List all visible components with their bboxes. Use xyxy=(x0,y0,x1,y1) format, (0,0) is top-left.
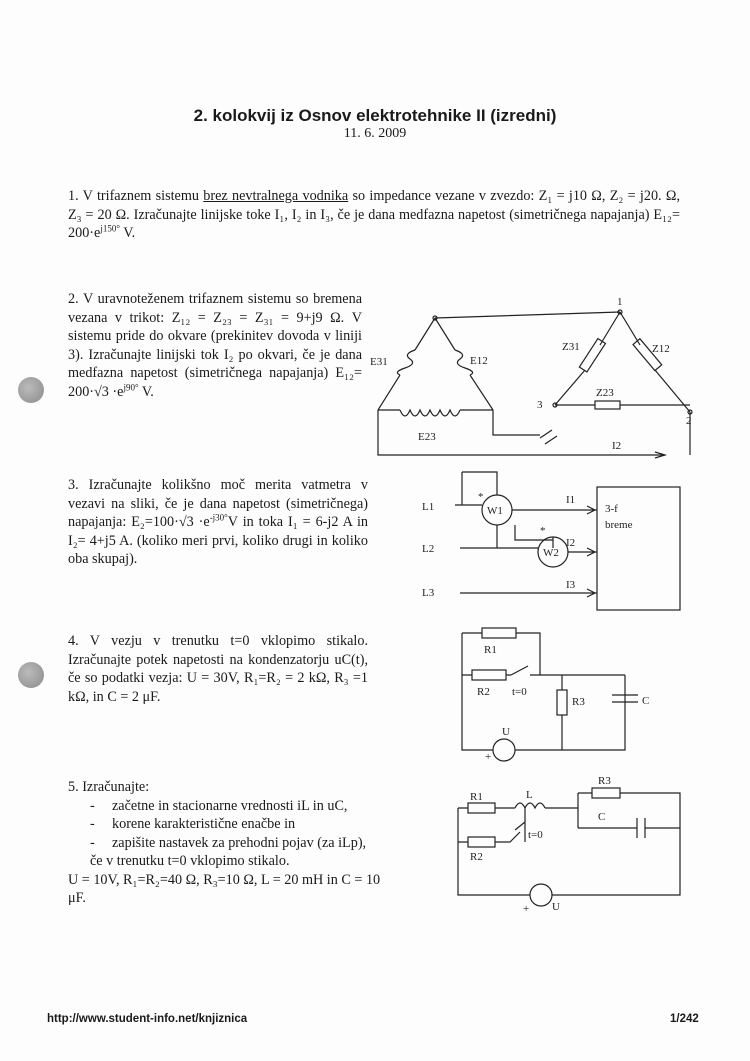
q5-data: U = 10V, R₁=R₂=40 Ω, R₃=10 Ω, L = 20 mH in C = 10 μF. xyxy=(68,871,381,906)
z23-label: Z23 xyxy=(596,387,614,399)
q4-diagram xyxy=(462,628,649,763)
q5-list xyxy=(90,797,388,853)
plus-label: + xyxy=(523,903,530,915)
date: 11. 6. 2009 xyxy=(343,126,407,141)
question-4: 4. V vezju v trenutku t=0 vklopimo stikalo. Izračunajte potek napetosti na kondenzatorju uC(t), če so podatki vezja: U = 30V, R₁=R₂ = 2 kΩ, R₃ =1 kΩ, in C = 2 μF. xyxy=(68,633,368,705)
i3-label: I3 xyxy=(566,579,576,591)
q2-text: V. xyxy=(138,383,154,400)
q1-exponent: j150° xyxy=(100,223,120,234)
switch-label: t=0 xyxy=(528,829,543,841)
l1-label: L1 xyxy=(422,501,435,513)
question-5 xyxy=(68,778,388,908)
footer-url[interactable]: http://www.student-info.net/knjiznica xyxy=(47,1013,248,1025)
q5-item: - korene karakteristične enačbe in xyxy=(112,815,388,834)
page-title: 2. kolokvij iz Osnov elektrotehnike II (izredni) xyxy=(193,106,557,125)
load-label: 3-f xyxy=(605,503,618,515)
q1-text: so impedance vezane v zvezdo: Z₁ = j10 Ω, Z₂ = j20. Ω, Z₃ = 20 Ω. Izračunajte linijske toke I₁, I₂ in I₃, če je dana medfazna napetost (simetričnega napajanja) E₁₂= 200·e xyxy=(68,188,680,241)
q5-item: - zapišite nastavek za prehodni pojav (za iLp), xyxy=(112,834,388,853)
l-label: L xyxy=(526,789,533,801)
w1-star: * xyxy=(478,491,484,503)
e23-label: E23 xyxy=(418,431,436,443)
z31-label: Z31 xyxy=(562,341,580,353)
e31-label: E31 xyxy=(370,356,388,368)
c-label: C xyxy=(598,811,606,823)
q3-text: 3. Izračunajte kolikšno moč merita vatmetra v vezavi na sliki, če je dana napetost (simetričnega) napajanja: E₂=100·√3 ·e xyxy=(68,477,368,530)
u-label: U xyxy=(552,901,560,913)
q3-diagram xyxy=(422,472,680,610)
r2-label: R2 xyxy=(470,851,483,863)
i1-label: I1 xyxy=(566,494,576,506)
q1-text: 1. V trifaznem sistemu xyxy=(68,188,204,204)
q5-tail: če v trenutku t=0 vklopimo stikalo. xyxy=(90,853,290,869)
u-label: U xyxy=(502,726,510,738)
q5-diagram xyxy=(458,775,680,915)
node-3-label: 3 xyxy=(537,399,543,411)
question-3 xyxy=(68,476,368,569)
q2-exponent: j90° xyxy=(123,381,139,392)
c-label: C xyxy=(642,695,650,707)
r1-label: R1 xyxy=(470,791,483,803)
l2-label: L2 xyxy=(422,543,435,555)
wattmeter-2-label: W2 xyxy=(543,547,559,559)
r1-label: R1 xyxy=(484,644,497,656)
q5-item: - začetne in stacionarne vrednosti iL in uC, xyxy=(112,797,388,816)
q2-diagram xyxy=(370,296,692,458)
q2-text: 2. V uravnoteženem trifaznem sistemu so bremena vezana v trikot: Z₁₂ = Z₂₃ = Z₃₁ = 9+j9 Ω. V sistemu pride do okvare (prekinitev dovoda v liniji 3). Izračunajte linijski tok I₂ po okvari, če je dana medfazna napetost (simetričnega napajanja) E₁₂= 200·√3 ·e xyxy=(68,291,362,400)
page-number: 1/242 xyxy=(670,1013,699,1025)
r3-label: R3 xyxy=(572,696,585,708)
q1-underlined: brez nevtralnega vodnika xyxy=(203,188,349,204)
plus-label: + xyxy=(485,751,492,763)
q1-text: V. xyxy=(119,225,136,241)
e12-label: E12 xyxy=(470,355,488,367)
q5-heading: 5. Izračunajte: xyxy=(68,779,150,795)
i2-label: I2 xyxy=(566,537,576,549)
q3-exponent: -j30° xyxy=(209,512,228,523)
load-label: breme xyxy=(605,519,633,531)
l3-label: L3 xyxy=(422,587,435,599)
wattmeter-1-label: W1 xyxy=(487,505,503,517)
node-2-label: 2 xyxy=(686,415,692,427)
i2-label: I2 xyxy=(612,440,622,452)
switch-label: t=0 xyxy=(512,686,527,698)
node-1-label: 1 xyxy=(617,296,623,308)
z12-label: Z12 xyxy=(652,343,670,355)
r2-label: R2 xyxy=(477,686,490,698)
r3-label: R3 xyxy=(598,775,611,787)
w2-star: * xyxy=(540,525,546,537)
q3-text: V in toka I₁ = 6-j2 A in I₂= 4+j5 A. (koliko meri prvi, koliko drugi in koliko oba skupaj). xyxy=(68,514,368,567)
